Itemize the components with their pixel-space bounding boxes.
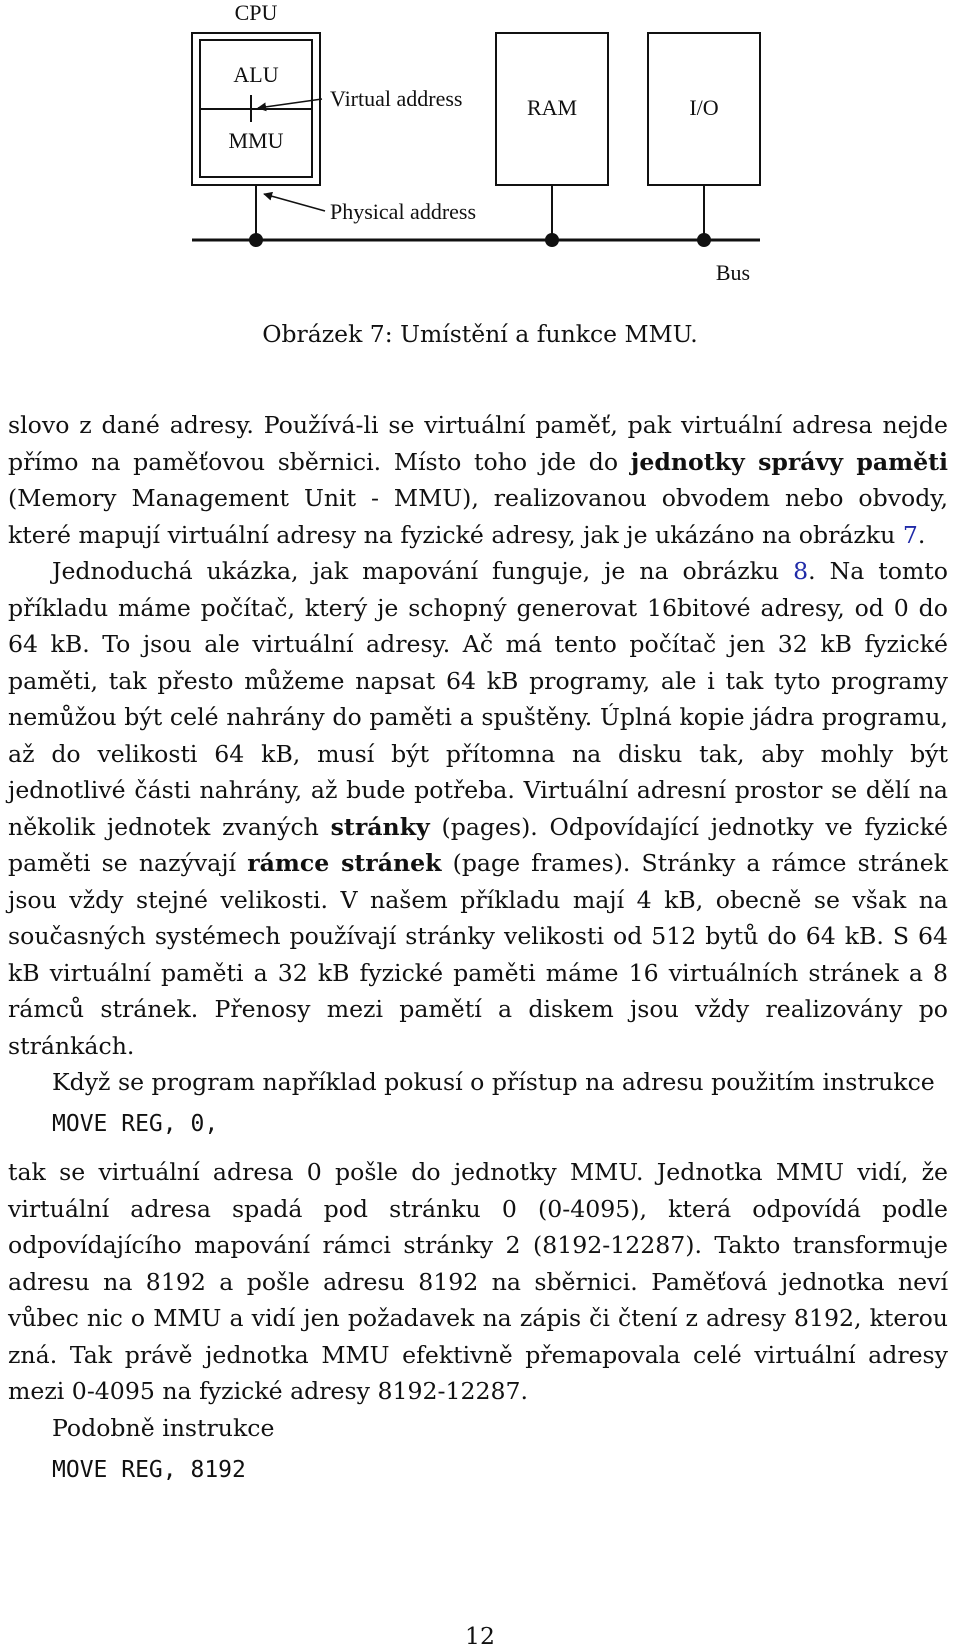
bus-node-ram	[545, 233, 559, 247]
code-move-reg-8192: MOVE REG, 8192	[52, 1457, 246, 1483]
bus-label: Bus	[715, 260, 751, 285]
paragraph-mmu-intro: slovo z dané adresy. Používá-li se virtuální paměť, pak virtuální adresa nejde přímo na paměťovou sběrnici. Místo toho jde do jednotky správy paměti (Memory Management Unit - MMU), realizovanou obvodem nebo obvody, které mapují virtuální adresy na fyzické adresy, jak je ukázáno na obrázku 7.	[8, 411, 948, 549]
paragraph-instruction-intro: Když se program například pokusí o přístup na adresu použitím instrukce	[52, 1068, 935, 1096]
term-mmu: jednotky správy paměti	[630, 447, 948, 476]
paragraph-mapping-example: Jednoduchá ukázka, jak mapování funguje, je na obrázku 8. Na tomto příkladu máme počítač, který je schopný generovat 16bitové adresy, od 0 do 64 kB. To jsou ale virtuální adresy. Ač má tento počítač jen 32 kB fyzické paměti, tak přesto můžeme napsat 64 kB programy, ale i tak tyto programy nemůžou být celé nahrány do paměti a spuštěny. Úplná kopie jádra programu, až do velikosti 64 kB, musí být přítomna na disku tak, aby mohly být jednotlivé části nahrány, až bude potřeba. Virtuální adresní prostor se dělí na několik jednotek zvaných stránky (pages). Odpovídající jednotky ve fyzické paměti se nazývají rámce stránek (page frames). Stránky a rámce stránek jsou vždy stejné velikosti. V našem příkladu mají 4 kB, obecně se však na současných systémech používají stránky velikosti od 512 bytů do 64 kB. S 64 kB virtuální paměti a 32 kB fyzické paměti máme 16 virtuálních stránek a 8 rámců stránek. Přenosy mezi pamětí a diskem jsou vždy realizovány po stránkách.	[8, 557, 948, 1060]
cpu-label: CPU	[234, 0, 278, 25]
code-move-reg-0: MOVE REG, 0,	[52, 1110, 219, 1137]
term-page-frames: rámce stránek	[247, 849, 442, 877]
paragraph-similarly: Podobně instrukce	[52, 1413, 275, 1442]
figure-ref-7[interactable]: 7	[902, 520, 918, 549]
figure-caption: Obrázek 7: Umístění a funkce MMU.	[262, 320, 698, 348]
term-pages: stránky	[330, 812, 430, 841]
mmu-label: MMU	[228, 128, 284, 153]
paragraph-translation: tak se virtuální adresa 0 pošle do jednotky MMU. Jednotka MMU vidí, že virtuální adresa spadá pod stránku 0 (0-4095), která odpovídá podle odpovídajícího mapování rámci stránky 2 (8192-12287). Takto transformuje adresu na 8192 a pošle adresu 8192 na sběrnici. Paměťová jednotka neví vůbec nic o MMU a vidí jen požadavek na zápis či čtení z adresy 8192, kterou zná. Tak právě jednotka MMU efektivně přemapovala celé virtuální adresy mezi 0-4095 na fyzické adresy 8192-12287.	[8, 1158, 948, 1405]
figure-ref-8[interactable]: 8	[793, 557, 809, 585]
page-body	[8, 407, 948, 1489]
physical-address-arrow	[264, 194, 325, 211]
bus-node-cpu	[249, 233, 263, 247]
virtual-address-label: Virtual address	[330, 86, 463, 111]
physical-address-label: Physical address	[330, 199, 477, 224]
ram-label: RAM	[526, 95, 578, 120]
page-number: 12	[465, 1622, 495, 1650]
mmu-diagram	[0, 0, 960, 300]
io-label: I/O	[689, 95, 719, 120]
alu-label: ALU	[233, 62, 279, 87]
bus-node-io	[697, 233, 711, 247]
